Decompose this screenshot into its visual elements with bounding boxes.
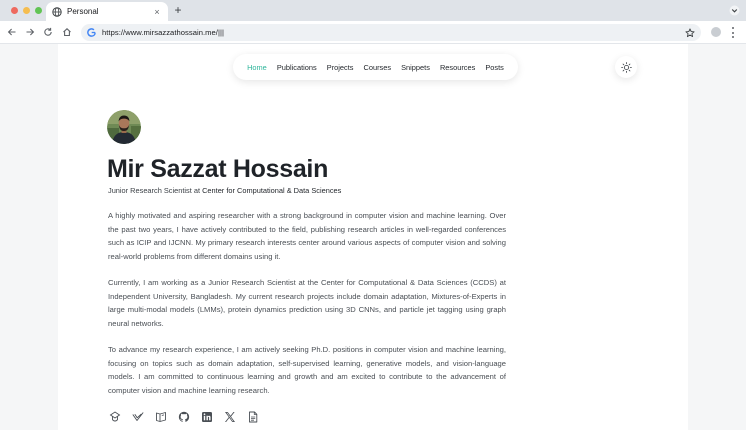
- maximize-window-button[interactable]: [35, 7, 42, 14]
- site-navbar: [233, 54, 518, 80]
- nav-publications[interactable]: Publications: [276, 62, 317, 72]
- profile-name: Mir Sazzat Hossain: [107, 155, 329, 183]
- social-links: [108, 410, 259, 423]
- new-tab-button[interactable]: +: [174, 3, 182, 17]
- browser-tab[interactable]: [46, 2, 168, 21]
- theme-toggle-button[interactable]: [615, 56, 637, 78]
- bio-paragraph-3: To advance my research experience, I am actively seeking Ph.D. positions in computer vision and machine learning, focusing on topics such as domain adaptation, self-supervised learning, generative models, and vision-language models. I am committed to continuous learning and growth and am excited to contribute to the advancement of computer vision and machine learning research.: [108, 345, 506, 395]
- globe-favicon-icon: [52, 7, 62, 17]
- browser-toolbar: [0, 21, 746, 44]
- google-scholar-icon[interactable]: [108, 410, 121, 423]
- address-bar[interactable]: [81, 24, 701, 41]
- forward-arrow-icon[interactable]: [24, 26, 36, 38]
- nav-courses[interactable]: Courses: [363, 62, 392, 72]
- orcid-book-icon[interactable]: [154, 410, 167, 423]
- bookmark-star-icon[interactable]: [685, 28, 695, 38]
- nav-snippets[interactable]: Snippets: [401, 62, 430, 72]
- tab-close-icon[interactable]: ×: [154, 6, 160, 17]
- nav-posts[interactable]: Posts: [485, 62, 504, 72]
- cv-document-icon[interactable]: [246, 410, 259, 423]
- tab-strip: [0, 0, 746, 21]
- tab-title: Personal: [67, 7, 99, 16]
- home-icon[interactable]: [61, 26, 73, 38]
- x-twitter-icon[interactable]: [223, 410, 236, 423]
- profile-role: [108, 186, 341, 195]
- linkedin-icon[interactable]: [200, 410, 213, 423]
- tab-search-chevron-icon[interactable]: [729, 5, 740, 16]
- organization-link[interactable]: Center for Computational & Data Sciences: [202, 186, 342, 195]
- google-g-icon: [87, 28, 96, 37]
- profile-photo: [107, 110, 141, 144]
- browser-menu-kebab-icon[interactable]: [731, 27, 735, 38]
- bio-paragraph-1: A highly motivated and aspiring researcher with a strong background in computer vision and machine learning. Over the past two years, I have actively contributed to the field, publishing research articles in well-regarded conferences such as ICIP and IJCNN. My primary research interests center around various aspects of computer vision and solving real-world problems from different domains using it.: [108, 211, 506, 261]
- url-text[interactable]: https://www.mirsazzathossain.me/|||: [102, 28, 225, 37]
- close-window-button[interactable]: [11, 7, 18, 14]
- nav-resources[interactable]: Resources: [439, 62, 476, 72]
- sun-icon: [621, 62, 632, 73]
- role-prefix: Junior Research Scientist at: [108, 186, 203, 195]
- semantic-scholar-icon[interactable]: [131, 410, 144, 423]
- minimize-window-button[interactable]: [23, 7, 30, 14]
- window-controls: [11, 7, 42, 14]
- nav-home[interactable]: Home: [247, 62, 267, 72]
- page-viewport: [0, 44, 746, 430]
- page-content: [58, 44, 688, 430]
- bio-paragraph-2: Currently, I am working as a Junior Research Scientist at the Center for Computational & Data Sciences (CCDS) at Independent University, Bangladesh. My current research projects include domain adaptation, Mixtures-of-Experts in large multi-modal models (LMMs), protein dynamics prediction using 3D CNNs, and particle jet tagging using graph neural networks.: [108, 278, 506, 328]
- profile-avatar[interactable]: [711, 27, 721, 37]
- nav-projects[interactable]: Projects: [326, 62, 354, 72]
- reload-icon[interactable]: [42, 26, 54, 38]
- back-arrow-icon[interactable]: [6, 26, 18, 38]
- github-icon[interactable]: [177, 410, 190, 423]
